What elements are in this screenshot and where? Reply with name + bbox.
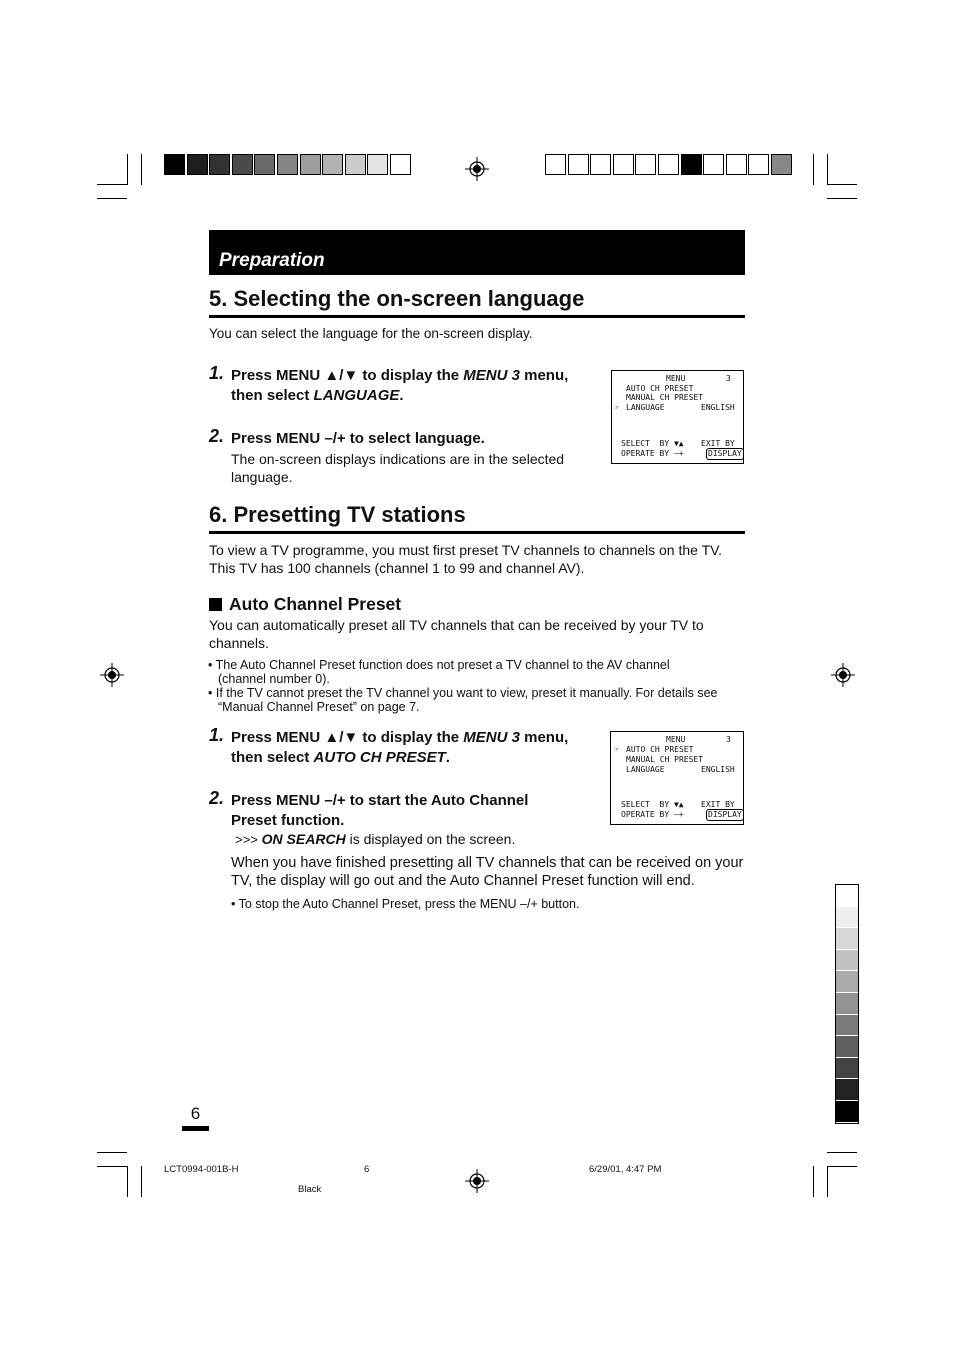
step-number: 2. [209, 788, 225, 808]
on-search-line [235, 830, 515, 849]
color-patch [771, 154, 792, 175]
step-text: menu, [519, 729, 569, 746]
pointing-hand-icon: ☞ [614, 403, 619, 412]
color-patch [635, 154, 656, 175]
square-bullet-icon [209, 598, 222, 611]
step-number: 1. [209, 725, 225, 745]
color-patch [164, 154, 185, 175]
section5-step2-note: The on-screen displays indications are in the selected language. [231, 451, 565, 485]
subheading-text: Auto Channel Preset [229, 594, 402, 614]
page-number: 6 [190, 1104, 201, 1123]
auto-preset-intro [209, 616, 704, 652]
registration-mark-icon [465, 157, 489, 181]
page-number-underline [182, 1126, 209, 1131]
osd-page: 3 [726, 735, 731, 744]
section-header-label: Preparation [219, 250, 325, 271]
intro-line: You can automatically preset all TV channels that can be received by your TV to [209, 617, 704, 633]
grayscale-bar-left [164, 154, 413, 175]
color-patch [836, 1058, 858, 1080]
crop-mark [827, 1166, 857, 1167]
step-text: Press MENU ▲/▼ to display the [231, 367, 464, 384]
color-patch [836, 907, 858, 929]
crop-mark [827, 184, 857, 185]
step-number: 1. [209, 363, 225, 383]
osd-item: AUTO CH PRESET [626, 384, 694, 393]
footer-color: Black [298, 1184, 322, 1195]
intro-line: channels. [209, 635, 269, 651]
color-patch [836, 1079, 858, 1101]
color-patch [568, 154, 589, 175]
step-text: Press MENU –/+ to select language. [231, 430, 485, 447]
section6-step1 [209, 725, 599, 768]
osd-title: MENU [666, 374, 686, 383]
step-number: 2. [209, 426, 225, 446]
crop-mark [97, 198, 127, 199]
bullet-line: • If the TV cannot preset the TV channel you want to view, preset it manually. For details see [208, 686, 718, 700]
crop-mark [127, 1166, 128, 1197]
color-patch [681, 154, 702, 175]
osd-item: AUTO CH PRESET [626, 745, 694, 754]
arrows-icon: >>> [235, 832, 258, 847]
osd-operate-label: OPERATE BY –+ [621, 449, 684, 458]
crop-mark [97, 1166, 127, 1167]
color-patch [367, 154, 388, 175]
step-text: Preset function. [231, 812, 345, 829]
footer-date: 6/29/01, 4:47 PM [589, 1164, 662, 1175]
menu-name: MENU 3 [463, 367, 520, 384]
bullet-line: “Manual Channel Preset” on page 7. [218, 700, 420, 714]
color-patch [836, 971, 858, 993]
step-text: . [445, 749, 450, 766]
color-patch [187, 154, 208, 175]
grayscale-bar-right [545, 154, 794, 175]
color-patch [322, 154, 343, 175]
grayscale-bar-side [835, 884, 859, 1124]
color-patch [726, 154, 747, 175]
color-patch [836, 1101, 858, 1123]
registration-mark-icon [100, 663, 124, 687]
step-text: . [399, 387, 404, 404]
step-text: Press MENU ▲/▼ to display the [231, 729, 464, 746]
osd-item: LANGUAGE [626, 765, 665, 774]
osd-title: MENU [666, 735, 686, 744]
color-patch [836, 1015, 858, 1037]
section6-title: 6. Presetting TV stations [209, 502, 745, 534]
osd-display-button-label: DISPLAY [708, 449, 742, 458]
registration-mark-icon [465, 1169, 489, 1193]
crop-mark [97, 1152, 127, 1153]
crop-mark [813, 1166, 814, 1197]
color-patch [658, 154, 679, 175]
step-text: menu, [519, 367, 569, 384]
menu-item-name: AUTO CH PRESET [313, 749, 446, 766]
section6-step2 [209, 788, 599, 831]
step-text: then select [231, 749, 314, 766]
finish-line: When you have finished presetting all TV channels that can be received on your [231, 855, 744, 871]
color-patch [390, 154, 411, 175]
osd-menu-screen [611, 370, 744, 464]
menu-name: MENU 3 [463, 729, 520, 746]
color-patch [277, 154, 298, 175]
crop-mark [141, 1166, 142, 1197]
list-item [208, 658, 718, 686]
color-patch [836, 1036, 858, 1058]
osd-select-label: SELECT BY ▼▲ [621, 800, 684, 809]
color-patch [345, 154, 366, 175]
osd-value: ENGLISH [701, 765, 735, 774]
crop-mark [827, 1166, 828, 1197]
crop-mark [827, 198, 857, 199]
stop-note: • To stop the Auto Channel Preset, press the MENU –/+ button. [231, 897, 580, 911]
osd-exit-label: EXIT BY [701, 439, 735, 448]
section6-intro [209, 541, 722, 577]
osd-select-label: SELECT BY ▼▲ [621, 439, 684, 448]
pointing-hand-icon: ☞ [614, 745, 619, 754]
step-text: then select [231, 387, 314, 404]
osd-page: 3 [726, 374, 731, 383]
finish-line: TV, the display will go out and the Auto Channel Preset function will end. [231, 873, 695, 889]
list-item [208, 686, 718, 714]
intro-line: To view a TV programme, you must first preset TV channels to channels on the TV. [209, 542, 723, 558]
color-patch [836, 993, 858, 1015]
on-search-text: is displayed on the screen. [345, 831, 516, 847]
menu-item-name: LANGUAGE [313, 387, 400, 404]
color-patch [836, 928, 858, 950]
osd-menu-screen [610, 731, 744, 825]
footer-page: 6 [364, 1164, 370, 1175]
osd-item: MANUAL CH PRESET [626, 755, 704, 764]
section5-title: 5. Selecting the on-screen language [209, 286, 745, 318]
finish-text [231, 854, 743, 890]
color-patch [254, 154, 275, 175]
crop-mark [127, 154, 128, 185]
osd-item: MANUAL CH PRESET [626, 393, 704, 402]
crop-mark [827, 154, 828, 185]
footer-code: LCT0994-001B-H [164, 1164, 239, 1175]
color-patch [232, 154, 253, 175]
bullet-line: (channel number 0). [218, 672, 330, 686]
color-patch [545, 154, 566, 175]
color-patch [836, 885, 858, 907]
color-patch [300, 154, 321, 175]
color-patch [703, 154, 724, 175]
color-patch [613, 154, 634, 175]
color-patch [209, 154, 230, 175]
auto-channel-preset-heading [209, 594, 401, 615]
color-patch [836, 950, 858, 972]
section5-step1 [209, 363, 599, 406]
osd-display-button-label: DISPLAY [708, 810, 742, 819]
bullet-line: • The Auto Channel Preset function does not preset a TV channel to the AV channel [208, 658, 670, 672]
osd-exit-label: EXIT BY [701, 800, 735, 809]
bullet-list [208, 658, 718, 714]
color-patch [590, 154, 611, 175]
crop-mark [97, 184, 127, 185]
osd-item: LANGUAGE [626, 403, 665, 412]
color-patch [748, 154, 769, 175]
section5-intro: You can select the language for the on-screen display. [209, 326, 533, 341]
section-header-band [209, 230, 745, 275]
registration-mark-icon [831, 663, 855, 687]
intro-line: This TV has 100 channels (channel 1 to 99 and channel AV). [209, 560, 585, 576]
crop-mark [813, 154, 814, 185]
crop-mark [141, 154, 142, 185]
step-text: Press MENU –/+ to start the Auto Channel [231, 792, 529, 809]
osd-operate-label: OPERATE BY –+ [621, 810, 684, 819]
crop-mark [827, 1152, 857, 1153]
on-search-label: ON SEARCH [261, 831, 346, 847]
section5-step2 [209, 426, 599, 449]
osd-value: ENGLISH [701, 403, 735, 412]
